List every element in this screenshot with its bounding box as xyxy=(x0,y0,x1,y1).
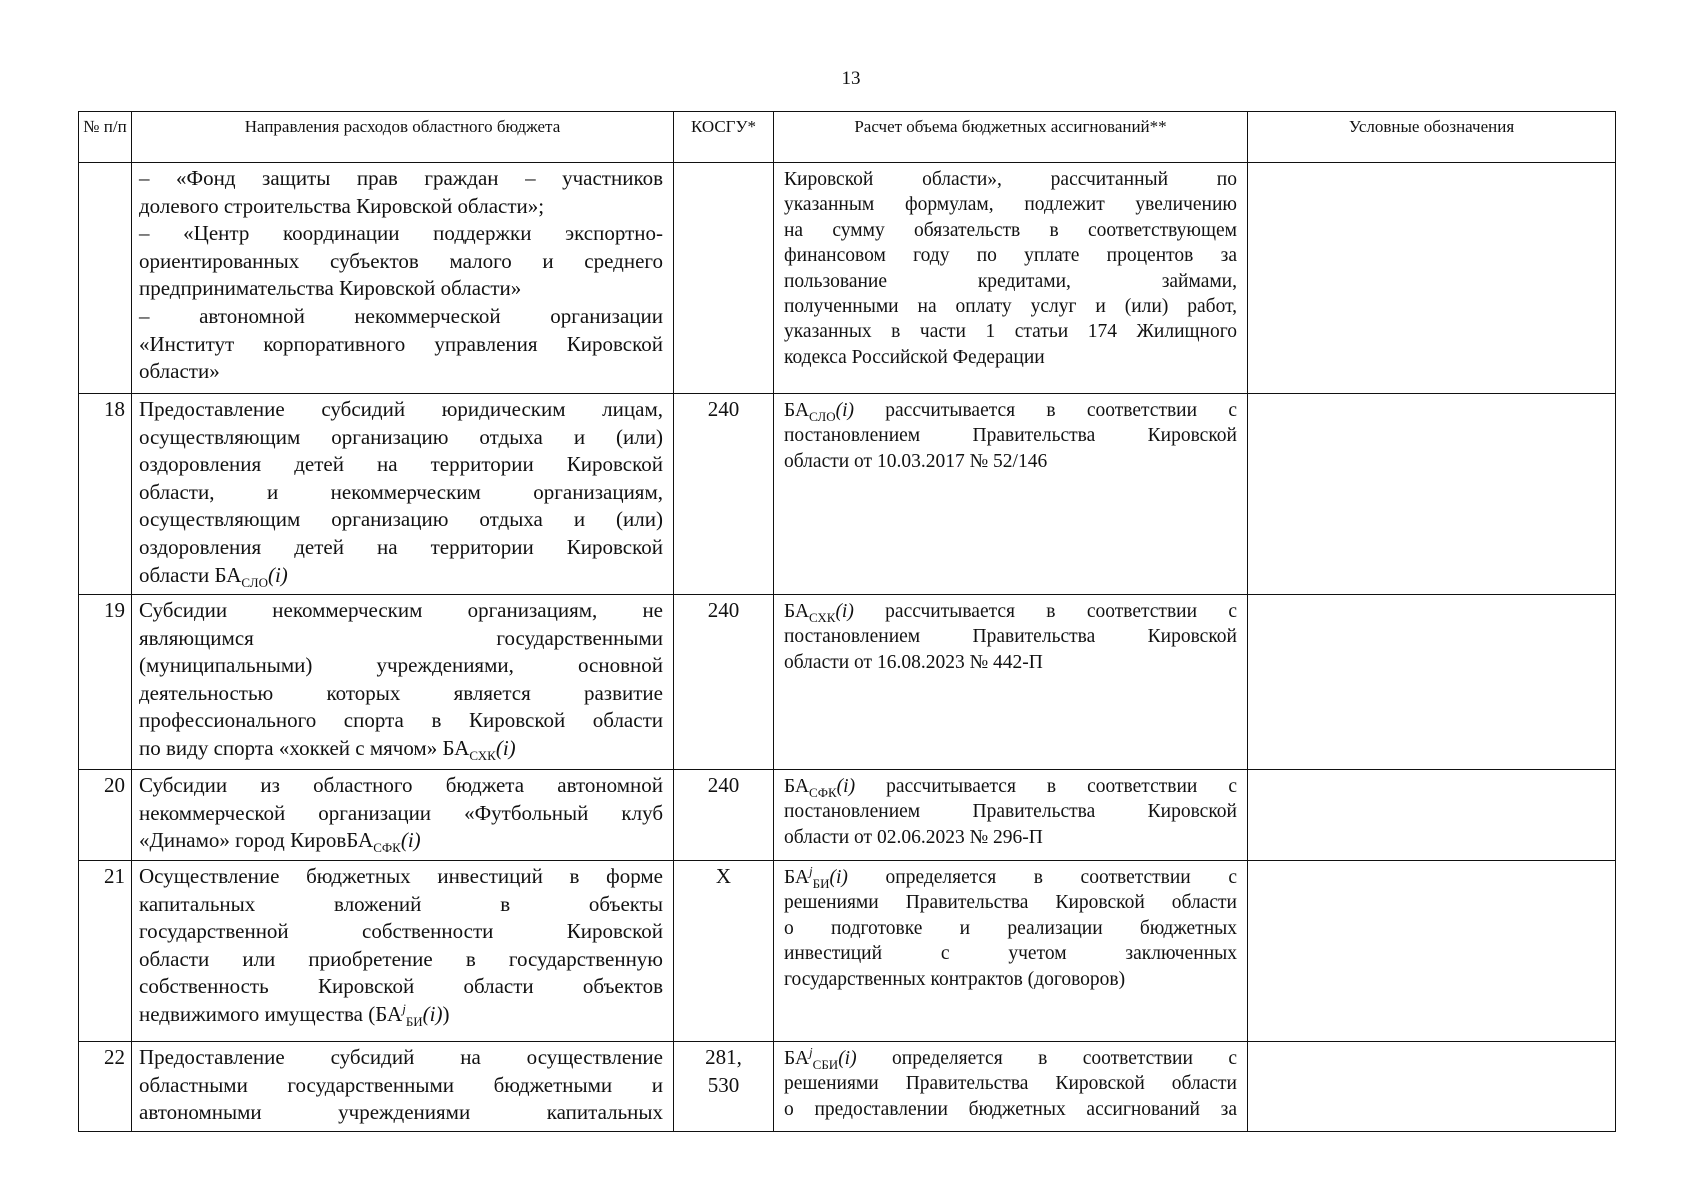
symbol-subscript: СФК xyxy=(373,840,401,856)
symbol-argument: (i) xyxy=(495,735,516,760)
text-line: осуществляющим организацию отдыха и (или) xyxy=(139,424,663,449)
symbol-base: БА xyxy=(784,776,810,797)
text-line: – «Фонд защиты прав граждан – участников xyxy=(139,166,663,190)
text-line: Субсидии из областного бюджета автономной xyxy=(139,773,663,797)
text-line: Предоставление субсидий юридическим лицам, xyxy=(139,397,663,421)
text-line: постановлением Правительства Кировской xyxy=(784,626,1237,648)
text-line: на сумму обязательств в соответствующем xyxy=(784,219,1237,241)
symbol-argument: (i) xyxy=(838,1048,857,1069)
cell-num xyxy=(79,163,132,394)
cell-num: 20 xyxy=(79,770,132,861)
text-line: ориентированных субъектов малого и среднего xyxy=(139,248,663,273)
formula-symbol xyxy=(784,776,856,800)
text-line: государственной собственности Кировской xyxy=(139,919,663,944)
formula-symbol xyxy=(784,1044,857,1072)
header-num: № п/п xyxy=(79,112,132,163)
text-line: области» xyxy=(139,359,220,384)
cell-kosgu: 240 xyxy=(674,770,774,861)
header-notation: Условные обозначения xyxy=(1248,112,1616,163)
symbol-subscript: СХК xyxy=(469,748,496,764)
text-line: государственных контрактов (договоров) xyxy=(784,968,1126,990)
text-line: профессионального спорта в Кировской области xyxy=(139,708,663,733)
text-line-with-symbol xyxy=(784,1046,1237,1071)
text-line: области, и некоммерческим организациям, xyxy=(139,479,663,504)
cell-kosgu: 240 xyxy=(674,394,774,595)
cell-calc xyxy=(774,1042,1248,1132)
text-line: – «Центр координации поддержки экспортно- xyxy=(139,221,663,246)
table-row xyxy=(79,595,1616,770)
text-line: предпринимательства Кировской области» xyxy=(139,276,522,301)
text-line: пользование кредитами, займами, xyxy=(784,270,1237,292)
text-line: долевого строительства Кировской области»; xyxy=(139,193,545,218)
symbol-superscript: j xyxy=(809,1044,813,1060)
text-fragment: рассчитывается в соответствии с xyxy=(853,601,1237,622)
cell-notation xyxy=(1248,163,1616,394)
symbol-base: БА xyxy=(784,601,810,622)
symbol-argument: (i) xyxy=(835,601,854,622)
symbol-subscript: СЛО xyxy=(809,408,836,424)
text-fragment: недвижимого имущества (БА xyxy=(139,1001,403,1026)
text-fragment: области БА xyxy=(139,562,242,587)
cell-kosgu: 240 xyxy=(674,595,774,770)
text-line: собственность Кировской области объектов xyxy=(139,974,663,999)
symbol-superscript: j xyxy=(809,863,813,879)
text-line: решениями Правительства Кировской области xyxy=(784,1073,1237,1095)
header-kosgu: КОСГУ* xyxy=(674,112,774,163)
text-line: о предоставлении бюджетных ассигнований за xyxy=(784,1098,1237,1120)
text-fragment: рассчитывается в соответствии с xyxy=(854,400,1237,421)
symbol-subscript: СХК xyxy=(809,609,836,625)
text-line: оздоровления детей на территории Кировской xyxy=(139,452,663,477)
cell-direction xyxy=(132,1042,674,1132)
text-fragment: по виду спорта «хоккей с мячом» БА xyxy=(139,735,470,760)
text-line: «Институт корпоративного управления Кировской xyxy=(139,331,663,356)
table-row xyxy=(79,394,1616,595)
symbol-argument: (i) xyxy=(422,1001,443,1026)
text-line: инвестиций с учетом заключенных xyxy=(784,943,1237,965)
symbol-argument: (i) xyxy=(835,400,854,421)
text-line: Кировской области», рассчитанный по xyxy=(784,169,1237,190)
text-fragment: ) xyxy=(442,1001,450,1026)
text-line: некоммерческой организации «Футбольный клуб xyxy=(139,800,663,825)
symbol-argument: (i) xyxy=(836,776,856,797)
text-line-with-symbol xyxy=(139,1001,663,1029)
budget-table xyxy=(78,111,1616,1132)
cell-notation xyxy=(1248,770,1616,861)
cell-num: 18 xyxy=(79,394,132,595)
text-line: области от 02.06.2023 № 296-П xyxy=(784,826,1043,848)
cell-notation xyxy=(1248,861,1616,1042)
cell-calc xyxy=(774,163,1248,394)
symbol-argument: (i) xyxy=(829,867,848,888)
text-line-with-symbol xyxy=(784,774,1237,799)
text-line: постановлением Правительства Кировской xyxy=(784,425,1237,447)
text-line-with-symbol xyxy=(784,398,1237,423)
symbol-subscript: СЛО xyxy=(241,574,268,590)
text-fragment: «Динамо» город КировБА xyxy=(139,828,374,853)
text-line: указанным формулам, подлежит увеличению xyxy=(784,194,1237,216)
text-line-with-symbol xyxy=(139,735,663,763)
text-fragment: определяется в соответствии с xyxy=(847,867,1237,888)
symbol-argument: (i) xyxy=(400,828,421,853)
table-row-continuation xyxy=(79,163,1616,394)
symbol-argument: (i) xyxy=(267,562,288,587)
text-line: области от 10.03.2017 № 52/146 xyxy=(784,450,1048,472)
header-direction: Направления расходов областного бюджета xyxy=(132,112,674,163)
header-calc: Расчет объема бюджетных ассигнований** xyxy=(774,112,1248,163)
text-fragment: рассчитывается в соответствии с xyxy=(855,776,1237,797)
cell-direction xyxy=(132,861,674,1042)
text-line: оздоровления детей на территории Кировской xyxy=(139,534,663,559)
cell-notation xyxy=(1248,394,1616,595)
text-line: осуществляющим организацию отдыха и (или) xyxy=(139,507,663,532)
table-row xyxy=(79,770,1616,861)
symbol-base: БА xyxy=(784,400,810,421)
text-line: капитальных вложений в объекты xyxy=(139,891,663,916)
cell-num: 22 xyxy=(79,1042,132,1132)
text-line: Предоставление субсидий на осуществление xyxy=(139,1045,663,1069)
text-line-with-symbol xyxy=(784,865,1237,890)
formula-symbol xyxy=(784,601,854,625)
text-line: Осуществление бюджетных инвестиций в форме xyxy=(139,864,663,888)
symbol-subscript: БИ xyxy=(405,1014,423,1030)
text-line-with-symbol xyxy=(784,599,1237,624)
text-line: кодекса Российской Федерации xyxy=(784,346,1045,368)
text-line: – автономной некоммерческой организации xyxy=(139,303,663,328)
text-line-with-symbol xyxy=(139,827,663,855)
text-line: полученными на оплату услуг и (или) работ, xyxy=(784,296,1237,318)
text-line: областными государственными бюджетными и xyxy=(139,1072,663,1097)
cell-calc xyxy=(774,770,1248,861)
cell-direction xyxy=(132,770,674,861)
symbol-subscript: СФК xyxy=(809,784,837,800)
cell-direction xyxy=(132,595,674,770)
cell-direction xyxy=(132,394,674,595)
cell-calc xyxy=(774,861,1248,1042)
cell-num: 19 xyxy=(79,595,132,770)
symbol-superscript: j xyxy=(402,1000,406,1016)
cell-calc xyxy=(774,595,1248,770)
cell-num: 21 xyxy=(79,861,132,1042)
text-line: 530 xyxy=(707,1072,740,1097)
cell-direction xyxy=(132,163,674,394)
text-line: 281, xyxy=(705,1045,742,1069)
text-fragment: определяется в соответствии с xyxy=(856,1048,1237,1069)
symbol-subscript: СБИ xyxy=(812,1056,839,1072)
text-line: указанных в части 1 статьи 174 Жилищного xyxy=(784,321,1237,343)
text-line: области или приобретение в государственную xyxy=(139,946,663,971)
text-line: постановлением Правительства Кировской xyxy=(784,801,1237,823)
table-row xyxy=(79,861,1616,1042)
text-line: являющимся государственными xyxy=(139,625,663,650)
text-line: о подготовке и реализации бюджетных xyxy=(784,917,1237,939)
cell-calc xyxy=(774,394,1248,595)
page-number: 13 xyxy=(841,68,861,89)
formula-symbol xyxy=(784,863,848,891)
formula-symbol xyxy=(784,400,854,424)
text-line: автономными учреждениями капитальных xyxy=(139,1100,663,1125)
cell-kosgu xyxy=(674,1042,774,1132)
text-line: деятельностью которых является развитие xyxy=(139,680,663,705)
text-line-with-symbol xyxy=(139,562,663,590)
cell-notation xyxy=(1248,595,1616,770)
symbol-base: БА xyxy=(784,867,810,888)
text-line: области от 16.08.2023 № 442-П xyxy=(784,651,1043,673)
table-row xyxy=(79,1042,1616,1132)
text-line: (муниципальными) учреждениями, основной xyxy=(139,653,663,678)
text-line: финансовом году по уплате процентов за xyxy=(784,245,1237,267)
cell-kosgu xyxy=(674,163,774,394)
symbol-subscript: БИ xyxy=(812,875,830,891)
cell-kosgu: X xyxy=(674,861,774,1042)
text-line: Субсидии некоммерческим организациям, не xyxy=(139,598,663,622)
text-line: решениями Правительства Кировской области xyxy=(784,892,1237,914)
symbol-base: БА xyxy=(784,1048,810,1069)
table-header-row xyxy=(79,112,1616,163)
cell-notation xyxy=(1248,1042,1616,1132)
